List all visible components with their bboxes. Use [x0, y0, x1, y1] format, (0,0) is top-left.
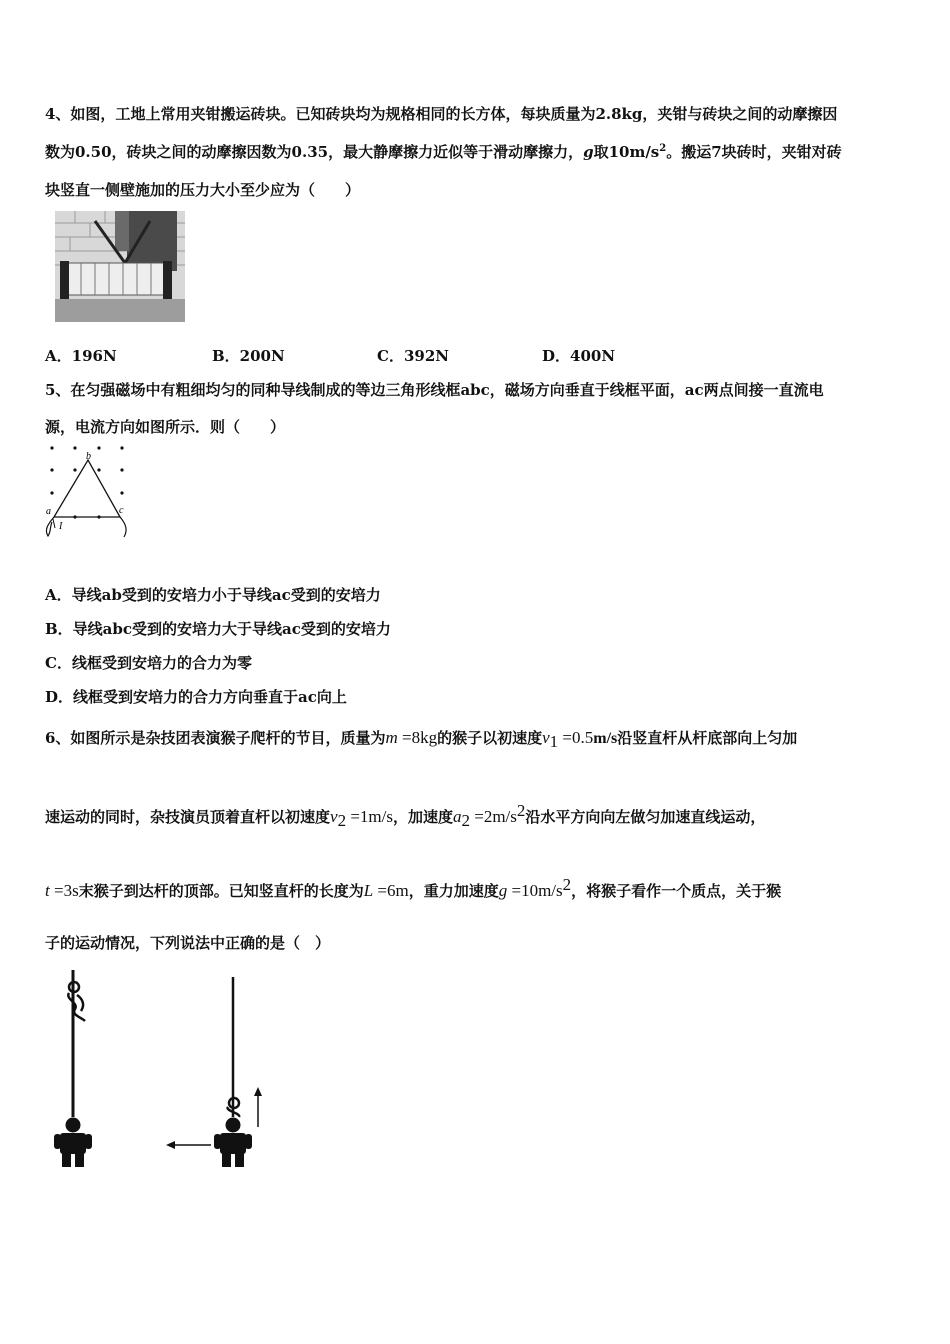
performer-icon [214, 1118, 252, 1168]
monkey-icon [68, 982, 85, 1021]
q4-option-b[interactable]: B．200N [212, 347, 285, 365]
arrow-left-icon [166, 1141, 211, 1149]
q6-stem-line4: 子的运动情况，下列说法中正确的是（ ） [45, 934, 331, 952]
q4-stem-line2: 数为0.50，砖块之间的动摩擦因数为0.35，最大静摩擦力近似等于滑动摩擦力，g取$10m/s^2$。搬运7块砖时，夹钳对砖 [45, 143, 842, 161]
q4-stem-line3: 块竖直一侧壁施加的压力大小至少应为（ ） [45, 181, 361, 199]
vertex-b-label: b [86, 451, 91, 462]
q5-stem-line2: 源，电流方向如图所示．则（ ） [45, 418, 286, 436]
monkey-pole-diagram [45, 965, 285, 1175]
current-label: I [59, 521, 63, 532]
performer-icon [54, 1118, 92, 1168]
q6-stem-line2: 速运动的同时，杂技演员顶着直杆以初速度$v_2 =1m/s$，加速度$a_2 =2m/s^2$沿水平方向向左做匀加速直线运动， [45, 801, 766, 830]
triangle-circuit-diagram [42, 440, 142, 540]
q6-stem-line1: 6、如图所示是杂技团表演猴子爬杆的节目，质量为m =8kg的猴子以初速度$v_1 =0.5m/s$沿竖直杆从杆底部向上匀加 [45, 728, 798, 751]
brick-clamp-photo [55, 211, 185, 322]
q4-option-d[interactable]: D．400N [542, 347, 616, 365]
q4-stem-line1: 4、如图，工地上常用夹钳搬运砖块。已知砖块均为规格相同的长方体，每块质量为2.8kg，夹钳与砖块之间的动摩擦因 [45, 105, 838, 123]
q4-option-a[interactable]: A．196N [45, 347, 117, 365]
q5-option-a[interactable]: A．导线ab受到的安培力小于导线ac受到的安培力 [45, 586, 381, 604]
q6-stem-line3: t =3s末猴子到达杆的顶部。已知竖直杆的长度为L =6m，重力加速度$g =10m/s^2$，将猴子看作一个质点，关于猴 [45, 875, 782, 900]
vertex-c-label: c [119, 505, 124, 516]
q5-option-d[interactable]: D．线框受到安培力的合力方向垂直于ac向上 [45, 688, 347, 706]
vertex-a-label: a [46, 506, 51, 517]
q5-stem-line1: 5、在匀强磁场中有粗细均匀的同种导线制成的等边三角形线框abc，磁场方向垂直于线框平面，ac两点间接一直流电 [45, 381, 824, 399]
q5-option-c[interactable]: C．线框受到安培力的合力为零 [45, 654, 252, 672]
q4-option-c[interactable]: C．392N [377, 347, 449, 365]
arrow-up-icon [254, 1087, 262, 1127]
q5-option-b[interactable]: B．导线abc受到的安培力大于导线ac受到的安培力 [45, 620, 391, 638]
